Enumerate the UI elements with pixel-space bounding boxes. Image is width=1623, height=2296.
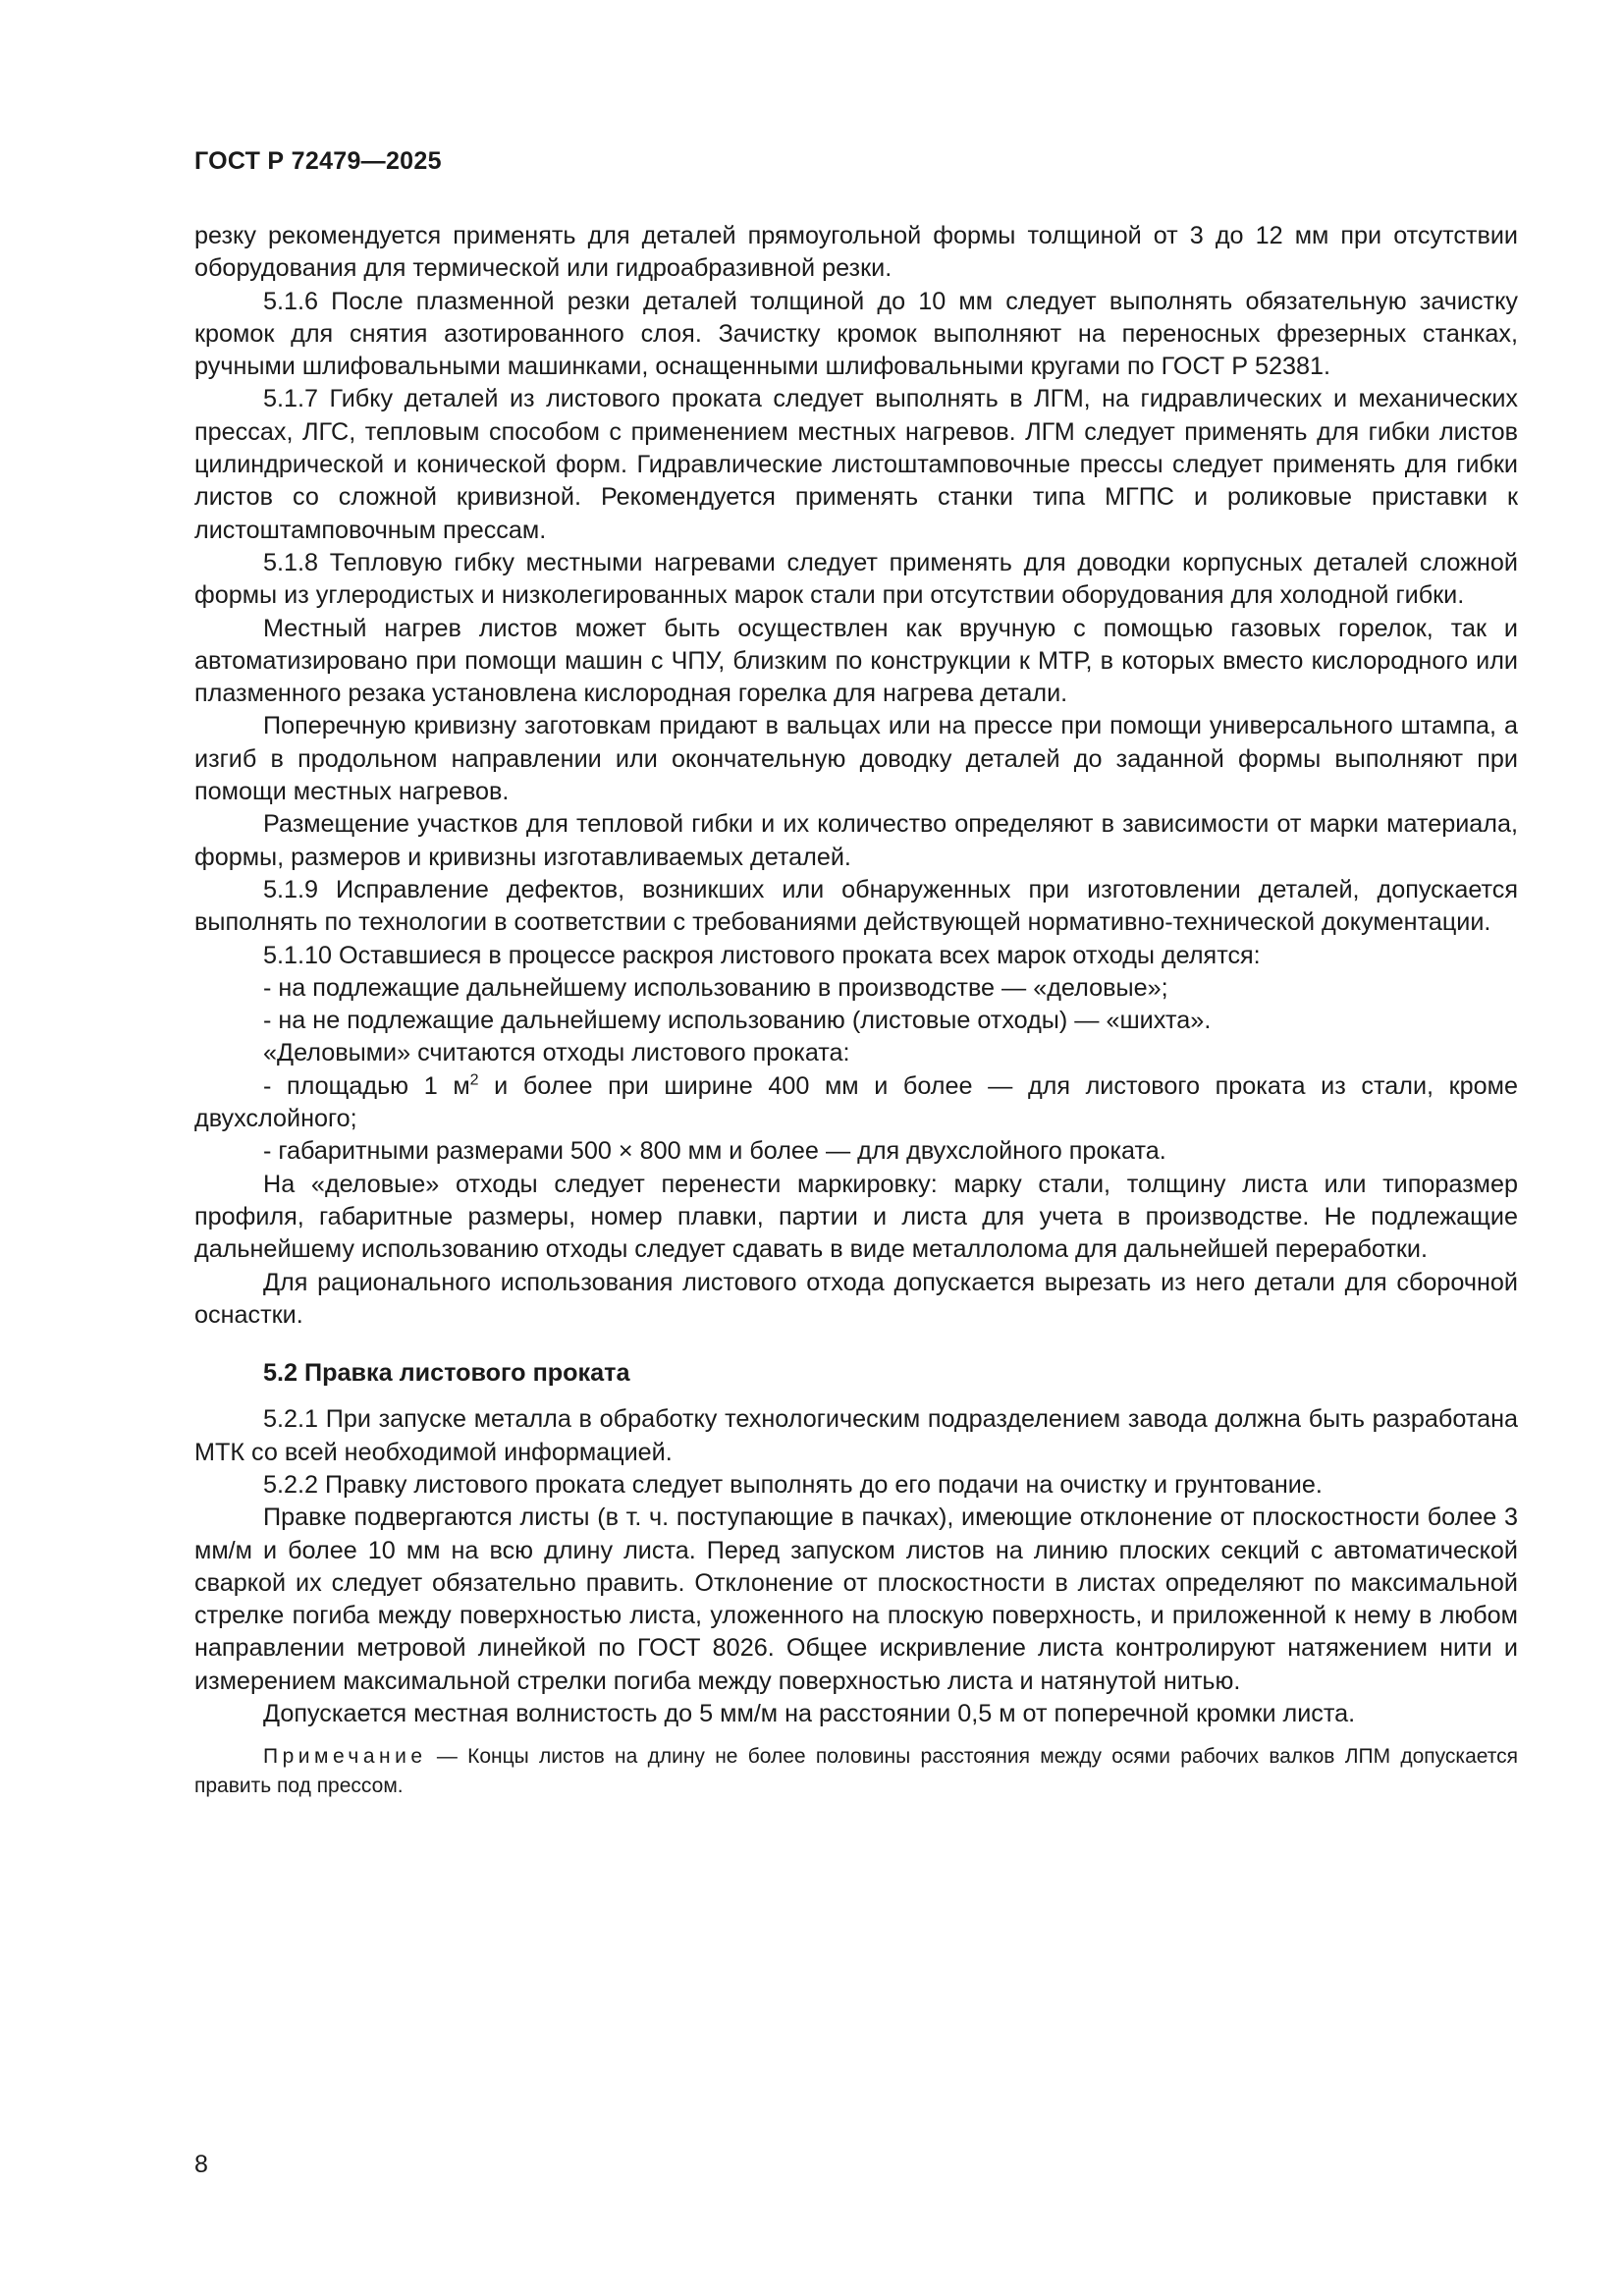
superscript: 2 [469, 1071, 479, 1089]
paragraph: 5.1.6 После плазменной резки деталей толщиной до 10 мм следует выполнять обязательную зачистку кромок для снятия азотированного слоя. Зачистку кромок выполняют на переносных фрезерных станках, ручными шлифовальными машинками, оснащенными шлифовальными кругами по ГОСТ Р 52381. [194, 287, 1518, 381]
paragraph: Размещение участков для тепловой гибки и их количество определяют в зависимости от марки материала, формы, размеров и кривизны изготавливаемых деталей. [194, 810, 1518, 871]
paragraph: 5.1.9 Исправление дефектов, возникших или обнаруженных при изготовлении деталей, допускается выполнять по технологии в соответствии с требованиями действующей нормативно-технической документации. [194, 875, 1518, 937]
paragraph: На «деловые» отходы следует перенести маркировку: марку стали, толщину листа или типоразмер профиля, габаритные размеры, номер плавки, партии и листа для учета в производстве. Не подлежащие дальнейшему использованию отходы следует сдавать в виде металлолома для дальнейшей переработки. [194, 1170, 1518, 1264]
page-number: 8 [194, 2151, 208, 2178]
paragraph: Местный нагрев листов может быть осуществлен как вручную с помощью газовых горелок, так и автоматизировано при помощи машин с ЧПУ, близким по конструкции к МТР, в которых вместо кислородного или плазменного резака установлена кислородная горелка для нагрева детали. [194, 614, 1518, 708]
document-body [194, 220, 1518, 1801]
paragraph: Для рационального использования листового отхода допускается вырезать из него детали для сборочной оснастки. [194, 1268, 1518, 1329]
list-item: - габаритными размерами 500 × 800 мм и более — для двухслойного проката. [263, 1137, 1166, 1166]
paragraph: 5.2.2 Правку листового проката следует выполнять до его подачи на очистку и грунтование. [263, 1470, 1323, 1499]
list-item: - на не подлежащие дальнейшему использованию (листовые отходы) — «шихта». [263, 1007, 1212, 1035]
list-item [194, 1070, 1518, 1136]
note-text: — Концы листов на длину не более половины расстояния между осями рабочих валков ЛПМ допускается править под прессом. [194, 1745, 1518, 1798]
paragraph: 5.1.8 Тепловую гибку местными нагревами следует применять для доводки корпусных деталей сложной формы из углеродистых и низколегированных марок стали при отсутствии оборудования для холодной гибки. [194, 548, 1518, 610]
paragraph: Правке подвергаются листы (в т. ч. поступающие в пачках), имеющие отклонение от плоскостности более 3 мм/м и более 10 мм на всю длину листа. Перед запуском листов на линию плоских секций с автоматической сваркой их следует обязательно править. Отклонение от плоскостности в листах определяют по максимальной стрелке погиба между поверхностью листа, уложенного на плоскую поверхность, и приложенной к нему в любом направлении метровой линейкой по ГОСТ 8026. Общее искривление листа контролируют натяжением нити и измерением максимальной стрелки погиба между поверхностью листа и натянутой нитью. [194, 1503, 1518, 1695]
note-label: Примечание [263, 1745, 427, 1769]
list-item-text: - площадью 1 м [263, 1071, 470, 1100]
list-item-text: и более при ширине 400 мм и более — для листового проката из стали, кроме двухслойного; [194, 1071, 1518, 1133]
paragraph: 5.2.1 При запуске металла в обработку технологическим подразделением завода должна быть разработана МТК со всей необходимой информацией. [194, 1405, 1518, 1466]
paragraph: 5.1.10 Оставшиеся в процессе раскроя листового проката всех марок отходы делятся: [263, 941, 1261, 969]
list-item: - на подлежащие дальнейшему использованию в производстве — «деловые»; [263, 973, 1168, 1002]
note [194, 1742, 1518, 1801]
document-header: ГОСТ Р 72479—2025 [194, 147, 442, 175]
paragraph: резку рекомендуется применять для деталей прямоугольной формы толщиной от 3 до 12 мм при отсутствии оборудования для термической или гидроабразивной резки. [194, 222, 1518, 283]
section-heading: 5.2 Правка листового проката [263, 1359, 630, 1388]
paragraph: 5.1.7 Гибку деталей из листового проката следует выполнять в ЛГМ, на гидравлических и механических прессах, ЛГС, тепловым способом с применением местных нагревов. ЛГМ следует применять для гибки листов цилиндрической и конической форм. Гидравлические листоштамповочные прессы следует применять для гибки листов со сложной кривизной. Рекомендуется применять станки типа МГПС и роликовые приставки к листоштамповочным прессам. [194, 385, 1518, 544]
paragraph: Допускается местная волнистость до 5 мм/м на расстоянии 0,5 м от поперечной кромки листа. [263, 1700, 1356, 1728]
paragraph: «Деловыми» считаются отходы листового проката: [263, 1039, 850, 1067]
paragraph: Поперечную кривизну заготовкам придают в вальцах или на прессе при помощи универсального штампа, а изгиб в продольном направлении или окончательную доводку деталей до заданной формы выполняют при помощи местных нагревов. [194, 712, 1518, 806]
